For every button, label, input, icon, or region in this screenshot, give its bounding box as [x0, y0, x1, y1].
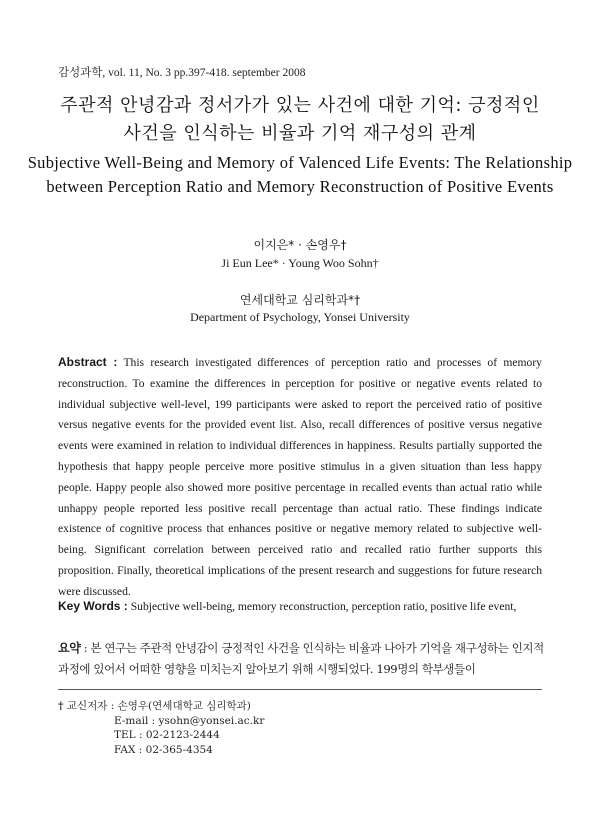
title-english-line-1: Subjective Well-Being and Memory of Valenced Life Events: The Relationship	[27, 153, 573, 172]
footnote-email: E-mail : ysohn@yonsei.ac.kr	[114, 714, 265, 727]
footnote-dagger: †	[58, 700, 64, 712]
abstract-heading: Abstract :	[58, 355, 118, 369]
affiliation-korean: 연세대학교 심리학과*†	[239, 293, 361, 307]
title-english	[20, 151, 580, 199]
footnote-corresponding-row	[58, 699, 264, 714]
footnote-tel: TEL : 02-2123-2444	[114, 729, 220, 741]
authors-english: Ji Eun Lee* · Young Woo Sohn†	[221, 256, 379, 270]
keywords-body: Subjective well-being, memory reconstruction, perception ratio, positive life event,	[130, 600, 517, 613]
keywords	[58, 599, 542, 613]
authors-korean: 이지은* · 손영우†	[253, 238, 347, 252]
title-korean	[20, 92, 580, 148]
keywords-heading: Key Words :	[58, 599, 128, 613]
footnote	[58, 699, 264, 757]
korean-summary	[58, 638, 544, 680]
abstract	[58, 352, 542, 603]
affiliation-english: Department of Psychology, Yonsei University	[190, 310, 410, 324]
footnote-corresponding-author: 교신저자 : 손영우(연세대학교 심리학과)	[66, 700, 251, 712]
title-korean-line-2: 사건을 인식하는 비율과 기억 재구성의 관계	[123, 123, 477, 144]
title-english-line-2: between Perception Ratio and Memory Reconstruction of Positive Events	[46, 177, 554, 196]
title-korean-line-1: 주관적 안녕감과 정서가가 있는 사건에 대한 기억: 긍정적인	[60, 95, 540, 116]
korean-summary-heading: 요약	[58, 641, 81, 655]
journal-citation: 감성과학, vol. 11, No. 3 pp.397-418. september 2008	[58, 67, 306, 79]
footnote-divider	[58, 689, 542, 690]
footnote-fax: FAX : 02-365-4354	[114, 743, 213, 756]
korean-summary-body: : 본 연구는 주관적 안녕감이 긍정적인 사건을 인식하는 비율과 나아가 기억을 재구성하는 인지적 과정에 있어서 어떠한 영향을 미치는지 알아보기 위해 시행되었다. 199명의 학부생들이	[58, 641, 544, 676]
abstract-body: This research investigated differences of perception ratio and processes of memory reconstruction. To examine the differences in perception for positive or negative events related to individual subjective well-level, 199 participants were asked to report the perceived ratio of positive versus negative events for the provided event list. Also, recall differences of positive versus negative events were examined in relation to individual differences in happiness. Results partially supported the hypothesis that happy people perceive more positive stimulus in a given situation than less happy people. Happy people also showed more positive percentage in recalled events than actual ratio while unhappy people reported less positive recall percentage than actual ratio. These findings indicate existence of cognitive process that enhances positive or negative memory related to subjective well-being. Significant correlation between perceived ratio and recalled ratio further supports this proposition. Finally, theoretical implications of the present research and suggestions for future research were discussed.	[58, 356, 542, 598]
